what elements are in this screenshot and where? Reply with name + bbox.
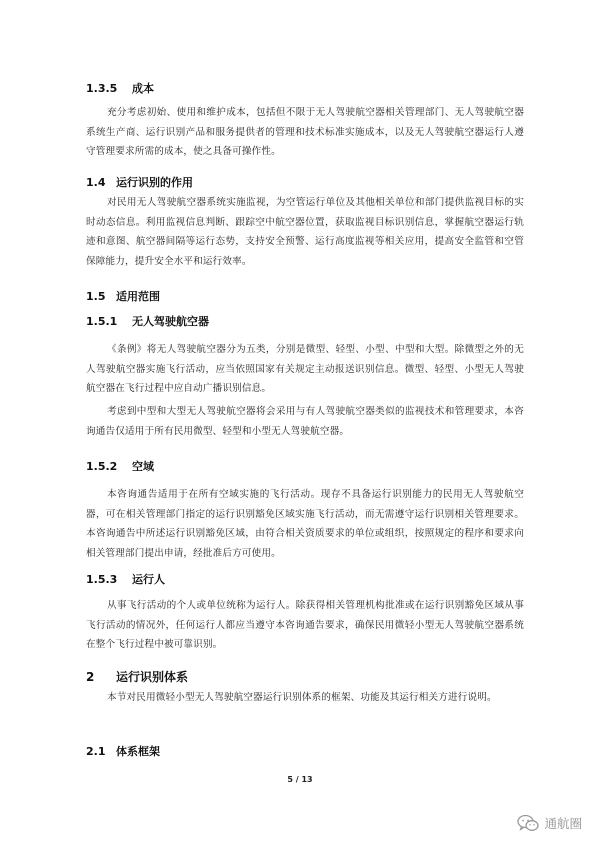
section-title: 适用范围 — [116, 290, 160, 303]
section-title: 运行人 — [132, 573, 165, 586]
section-heading — [86, 288, 160, 304]
section-heading — [86, 458, 154, 474]
section-title: 空域 — [132, 460, 154, 473]
section-number: 1.5.2 — [86, 460, 118, 473]
section-number: 1.5.3 — [86, 573, 118, 586]
section-heading — [86, 174, 193, 190]
paragraph: 从事飞行活动的个人或单位统称为运行人。除获得相关管理机构批准或在运行识别豁免区域从事飞行活动的情况外，任何运行人都应当遵守本咨询通告要求，确保民用微轻小型无人驾驶航空器系统在整个飞行过程中被可靠识别。 — [86, 600, 524, 650]
section-heading — [86, 668, 188, 685]
section-title: 运行识别的作用 — [116, 176, 193, 189]
section-number: 2 — [86, 670, 95, 684]
paragraph: 考虑到中型和大型无人驾驶航空器将会采用与有人驾驶航空器类似的监视技术和管理要求，本咨询通告仅适用于所有民用微型、轻型和小型无人驾驶航空器。 — [86, 406, 524, 437]
section-heading — [86, 313, 209, 329]
section-heading — [86, 80, 154, 96]
paragraph: 本咨询通告适用于在所有空域实施的飞行活动。现存不具备运行识别能力的民用无人驾驶航空器，可在相关管理部门指定的运行识别豁免区域实施飞行活动，而无需遵守运行识别相关管理要求。本咨询通告中所述运行识别豁免区域，由符合相关资质要求的单位或组织，按照规定的程序和要求向相关管理部门提出申请，经批准后方可使用。 — [86, 489, 524, 559]
paragraph: 本节对民用微轻小型无人驾驶航空器运行识别体系的框架、功能及其运行相关方进行说明。 — [107, 692, 497, 703]
section-title: 无人驾驶航空器 — [132, 315, 209, 328]
paragraph: 充分考虑初始、使用和维护成本，包括但不限于无人驾驶航空器相关管理部门、无人驾驶航空器系统生产商、运行识别产品和服务提供者的管理和技术标准实施成本，以及无人驾驶航空器运行人遵守管理要求所需的成本，使之具备可操作性。 — [86, 107, 524, 157]
section-title: 运行识别体系 — [116, 670, 189, 684]
section-heading — [86, 743, 160, 759]
section-heading — [86, 571, 165, 587]
paragraph: 对民用无人驾驶航空器系统实施监视，为空管运行单位及其他相关单位和部门提供监视目标的实时动态信息。利用监视信息判断、跟踪空中航空器位置，获取监视目标识别信息，掌握航空器运行轨迹和意图、航空器间隔等运行态势，支持安全预警、运行高度监视等相关应用，提高安全监管和空管保障能力，提升安全水平和运行效率。 — [86, 197, 524, 267]
section-number: 1.5 — [86, 290, 106, 303]
wechat-icon — [517, 814, 539, 832]
section-number: 1.4 — [86, 176, 106, 189]
section-title: 成本 — [132, 82, 154, 95]
paragraph: 《条例》将无人驾驶航空器分为五类，分别是微型、轻型、小型、中型和大型。除微型之外的无人驾驶航空器实施飞行活动，应当依照国家有关规定主动报送识别信息。微型、轻型、小型无人驾驶航空器在飞行过程中应自动广播识别信息。 — [86, 344, 524, 394]
section-number: 1.3.5 — [86, 82, 118, 95]
section-number: 1.5.1 — [86, 315, 118, 328]
section-title: 体系框架 — [116, 745, 160, 758]
watermark — [517, 812, 582, 834]
watermark-text: 通航圈 — [544, 816, 582, 831]
page-number: 5 / 13 — [287, 775, 313, 784]
section-number: 2.1 — [86, 745, 106, 758]
